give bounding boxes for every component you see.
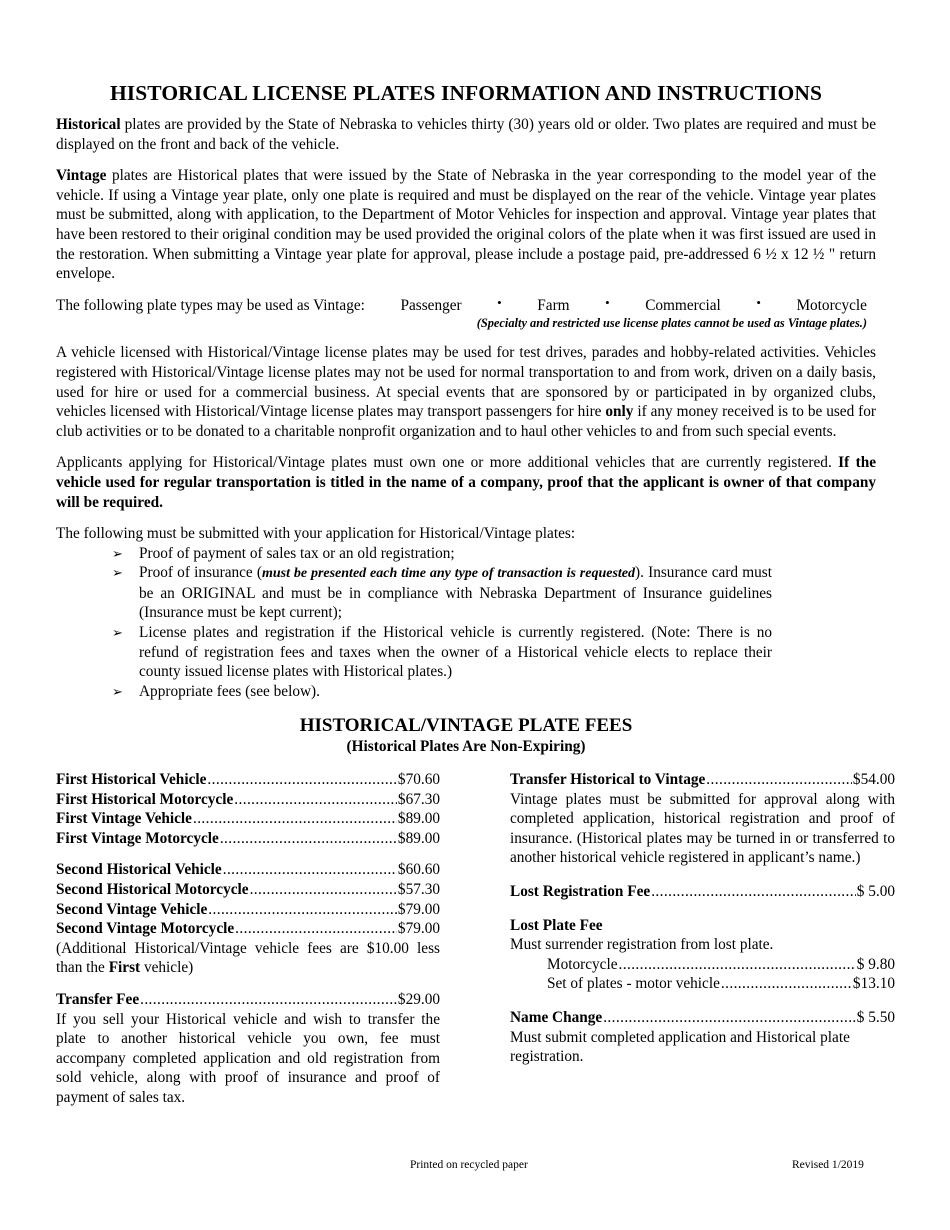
historical-text: plates are provided by the State of Nebraska to vehicles thirty (30) years old or older. Two plates are required and must be displayed on the front and back of the vehicle.: [56, 116, 876, 153]
fee-label: Transfer Fee: [56, 990, 140, 1008]
list-item: [112, 623, 772, 682]
requirement-note: must be presented each time any type of transaction is requested: [262, 566, 636, 582]
arrow-bullet-icon: ➢: [112, 683, 123, 699]
fees-right-column: [510, 770, 895, 1067]
arrow-bullet-icon: ➢: [112, 625, 123, 641]
requirements-intro: The following must be submitted with your application for Historical/Vintage plates:: [56, 525, 576, 543]
fee-row: [56, 790, 440, 810]
requirements-list: [112, 544, 772, 702]
vintage-type-passenger: Passenger: [400, 296, 462, 314]
footer-recycled-note: Printed on recycled paper: [410, 1159, 528, 1171]
fee-row: [56, 990, 440, 1010]
fee-row: [56, 860, 440, 880]
footer-revision: Revised 1/2019: [792, 1159, 864, 1171]
additional-note-text: vehicle): [140, 959, 194, 977]
usage-text-2: if any money received is to be used for club activities or to be donated to a charitable nonprofit organization and to haul other vehicles to and from such special events.: [56, 403, 876, 440]
fee-row: [56, 770, 440, 790]
vintage-paragraph: [56, 166, 876, 284]
fee-label: Set of plates - motor vehicle: [547, 975, 720, 993]
fees-left-column: [56, 770, 440, 1108]
requirement-text: Proof of payment of sales tax or an old registration;: [139, 544, 455, 562]
vintage-types-intro: The following plate types may be used as Vintage:: [56, 296, 365, 314]
fee-label: Transfer Historical to Vintage: [510, 771, 706, 789]
fee-amount: $ 5.50: [856, 1008, 895, 1026]
applicants-paragraph: [56, 453, 876, 512]
fee-amount: $ 9.80: [856, 955, 895, 973]
fee-amount: $70.60: [397, 771, 440, 789]
fee-amount: $60.60: [397, 861, 440, 879]
fees-columns: [56, 770, 896, 1110]
fee-label: First Vintage Motorcycle: [56, 829, 219, 847]
historical-paragraph: [56, 115, 876, 154]
fee-row: [56, 829, 440, 849]
list-item: [112, 682, 772, 702]
fee-amount: $29.00: [397, 990, 440, 1008]
document-page: [56, 80, 895, 1110]
fee-label: Motorcycle: [547, 955, 618, 973]
transfer-description: If you sell your Historical vehicle and wish to transfer the plate to another historical vehicle you own, fee must accompany completed application and old registration from sold vehicle, along with proof of insurance and proof of payment of sales tax.: [56, 1010, 440, 1106]
vintage-type-farm: Farm: [537, 296, 570, 314]
bullet-icon: •: [497, 294, 502, 310]
fee-label: First Historical Motorcycle: [56, 790, 234, 808]
name-change-description: Must submit completed application and Historical plate registration.: [510, 1028, 850, 1066]
arrow-bullet-icon: ➢: [112, 545, 123, 561]
fee-row: [56, 880, 440, 900]
requirement-text: License plates and registration if the Historical vehicle is currently registered. (Note: There is no refund of registration fees and taxes when the owner of a Historical vehicle elects to replace their county issued license plates with Historical plates.): [139, 624, 772, 681]
fee-amount: $79.00: [397, 920, 440, 938]
bullet-icon: •: [605, 294, 610, 310]
fee-amount: $67.30: [397, 790, 440, 808]
additional-note-text: (Additional Historical/Vintage vehicle fees are $10.00 less than the: [56, 939, 440, 977]
fee-label: Second Vintage Vehicle: [56, 900, 208, 918]
requirement-text: ). Insurance card must be an ORIGINAL and must be in compliance with Nebraska Department of Insurance guidelines (Insurance must be kept current);: [139, 564, 773, 622]
page-title: HISTORICAL LICENSE PLATES INFORMATION AND INSTRUCTIONS: [109, 81, 823, 105]
fees-heading: HISTORICAL/VINTAGE PLATE FEES: [299, 715, 633, 737]
fee-row: [56, 900, 440, 920]
applicants-bold: If the vehicle used for regular transportation is titled in the name of a company, proof that the applicant is owner of that company will be required.: [56, 454, 876, 511]
vintage-text: plates are Historical plates that were issued by the State of Nebraska in the year corresponding to the model year of the vehicle. If using a Vintage year plate, only one plate is required and must be displayed on the rear of the vehicle. Vintage year plates must be submitted, along with application, to the Department of Motor Vehicles for inspection and approval. Vintage year plates that have been restored to their original condition may be used provided the original colors of the plate when it was first issued are used in the restoration. When submitting a Vintage year plate for approval, please include a postage paid, pre-addressed 6 ½ x 12 ½ " return envelope.: [56, 167, 876, 283]
vintage-types-line: [56, 296, 867, 316]
transfer-vintage-description: Vintage plates must be submitted for approval along with completed application, historical registration and proof of insurance. (Historical plates may be turned in or transferred to another historical vehicle registered in applicant’s name.): [510, 790, 895, 867]
additional-note-first: First: [108, 959, 141, 977]
bullet-icon: •: [756, 294, 761, 310]
requirement-text: Appropriate fees (see below).: [139, 682, 320, 700]
fee-row: [510, 1008, 895, 1028]
fee-amount: $54.00: [852, 771, 895, 789]
fee-row: [510, 955, 895, 975]
usage-only: only: [605, 403, 634, 421]
fee-amount: $ 5.00: [856, 883, 895, 900]
fee-amount: $13.10: [852, 975, 895, 993]
fee-amount: $89.00: [397, 810, 440, 828]
lost-plate-title: Lost Plate Fee: [510, 916, 603, 934]
usage-paragraph: [56, 343, 876, 441]
usage-text-1: A vehicle licensed with Historical/Vintage license plates may be used for test drives, parades and hobby-related activities. Vehicles registered with Historical/Vintage license plates may not be used for normal transportation to and from work, driven on a daily basis, used for hire or used for a commercial business. At special events that are sponsored by or participated in by organized clubs, vehicles licensed with Historical/Vintage license plates may transport passengers for hire: [56, 344, 876, 421]
vintage-type-commercial: Commercial: [645, 296, 721, 314]
fee-label: First Historical Vehicle: [56, 771, 207, 789]
fee-label: First Vintage Vehicle: [56, 810, 192, 828]
fees-subheading: (Historical Plates Are Non-Expiring): [346, 738, 586, 756]
fee-row: [56, 809, 440, 829]
fee-amount: $79.00: [397, 900, 440, 918]
vintage-term: Vintage: [56, 167, 107, 185]
fee-label: Lost Registration Fee: [510, 883, 651, 900]
fee-label: Second Historical Vehicle: [56, 861, 222, 879]
fee-amount: $89.00: [397, 829, 440, 847]
fee-label: Second Historical Motorcycle: [56, 881, 249, 898]
historical-term: Historical: [56, 116, 121, 133]
requirement-text: Proof of insurance (: [139, 564, 262, 582]
fee-row: [510, 770, 895, 790]
fee-label: Name Change: [510, 1008, 603, 1026]
fee-amount: $57.30: [397, 881, 440, 898]
applicants-text: Applicants applying for Historical/Vintage plates must own one or more additional vehicles that are currently registered.: [56, 454, 839, 472]
fee-row: [56, 919, 440, 939]
vintage-type-motorcycle: Motorcycle: [796, 296, 867, 314]
specialty-note: (Specialty and restricted use license plates cannot be used as Vintage plates.): [476, 316, 867, 331]
fee-row: [510, 882, 895, 902]
fee-label: Second Vintage Motorcycle: [56, 920, 235, 938]
list-item: [112, 563, 772, 623]
list-item: [112, 544, 772, 564]
arrow-bullet-icon: ➢: [112, 565, 123, 581]
fee-row: [510, 974, 895, 994]
lost-plate-description: Must surrender registration from lost plate.: [510, 936, 774, 954]
additional-fee-note: [56, 939, 440, 978]
